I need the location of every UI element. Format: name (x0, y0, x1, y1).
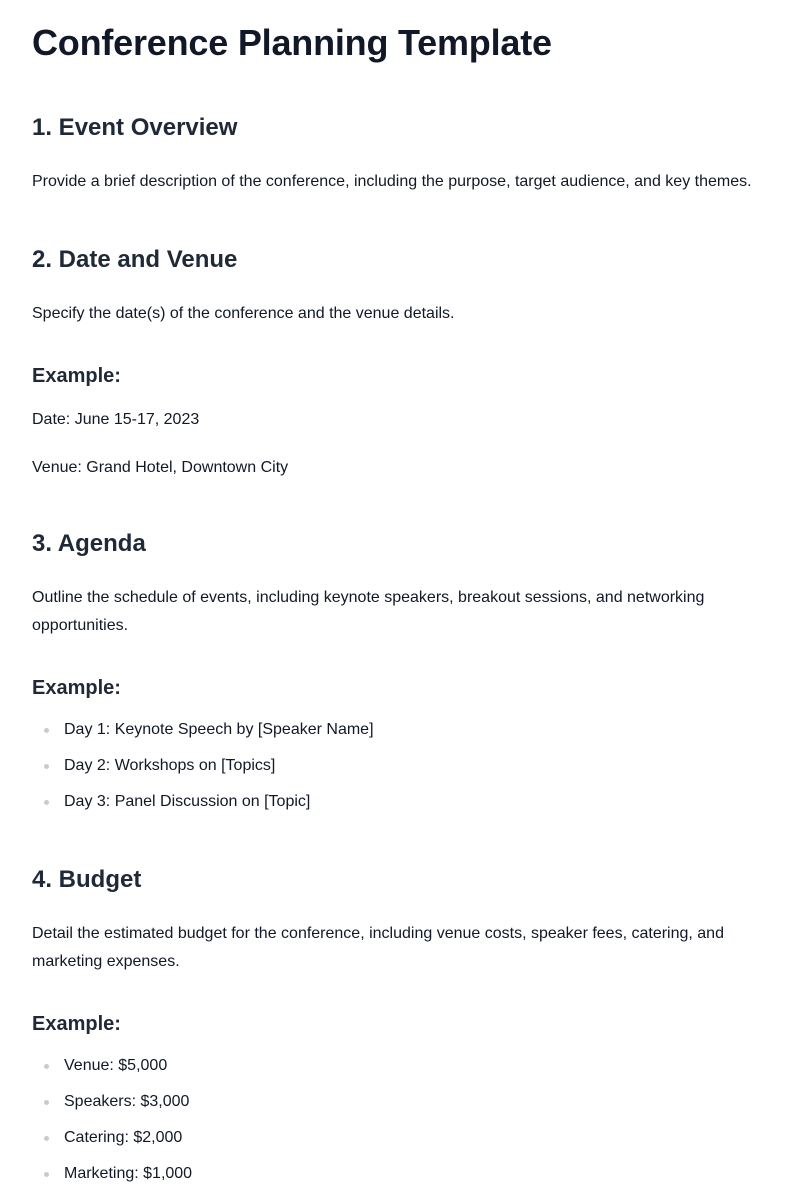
list-item (32, 1054, 768, 1090)
bullet-icon (44, 728, 49, 733)
example-heading: Example: (32, 1013, 121, 1035)
example-venue-line: Venue: Grand Hotel, Downtown City (32, 459, 289, 476)
bullet-icon (44, 1172, 49, 1177)
list-item (32, 1162, 768, 1198)
section-description: Specify the date(s) of the conference and the venue details. (32, 305, 455, 322)
example-date-line: Date: June 15-17, 2023 (32, 411, 200, 428)
section-budget (32, 866, 768, 1182)
section-heading: 4. Budget (32, 866, 142, 893)
list-item-text: Catering: $2,000 (64, 1129, 183, 1146)
list-item (32, 1090, 768, 1126)
bullet-icon (44, 800, 49, 805)
section-description: Detail the estimated budget for the conference, including venue costs, speaker fees, catering, and marketing expenses. (32, 925, 724, 970)
example-heading: Example: (32, 365, 121, 387)
list-item-text: Venue: $5,000 (64, 1057, 168, 1074)
list-item-text: Day 1: Keynote Speech by [Speaker Name] (64, 721, 374, 738)
section-heading: 2. Date and Venue (32, 246, 238, 273)
section-description: Provide a brief description of the conference, including the purpose, target audience, and key themes. (32, 173, 752, 190)
example-heading: Example: (32, 677, 121, 699)
section-event-overview (32, 114, 768, 190)
document-title: Conference Planning Template (32, 22, 552, 63)
budget-example-list (32, 1054, 768, 1198)
section-agenda (32, 530, 768, 810)
section-date-venue (32, 246, 768, 476)
section-heading: 1. Event Overview (32, 114, 238, 141)
list-item-text: Day 2: Workshops on [Topics] (64, 757, 276, 774)
list-item (32, 718, 768, 754)
list-item-text: Marketing: $1,000 (64, 1165, 193, 1182)
agenda-example-list (32, 718, 768, 826)
list-item-text: Speakers: $3,000 (64, 1093, 190, 1110)
list-item (32, 754, 768, 790)
list-item-text: Day 3: Panel Discussion on [Topic] (64, 793, 311, 810)
bullet-icon (44, 764, 49, 769)
list-item (32, 790, 768, 826)
section-description: Outline the schedule of events, including keynote speakers, breakout sessions, and networking opportunities. (32, 589, 705, 634)
bullet-icon (44, 1100, 49, 1105)
bullet-icon (44, 1064, 49, 1069)
list-item (32, 1126, 768, 1162)
bullet-icon (44, 1136, 49, 1141)
section-heading: 3. Agenda (32, 530, 146, 557)
